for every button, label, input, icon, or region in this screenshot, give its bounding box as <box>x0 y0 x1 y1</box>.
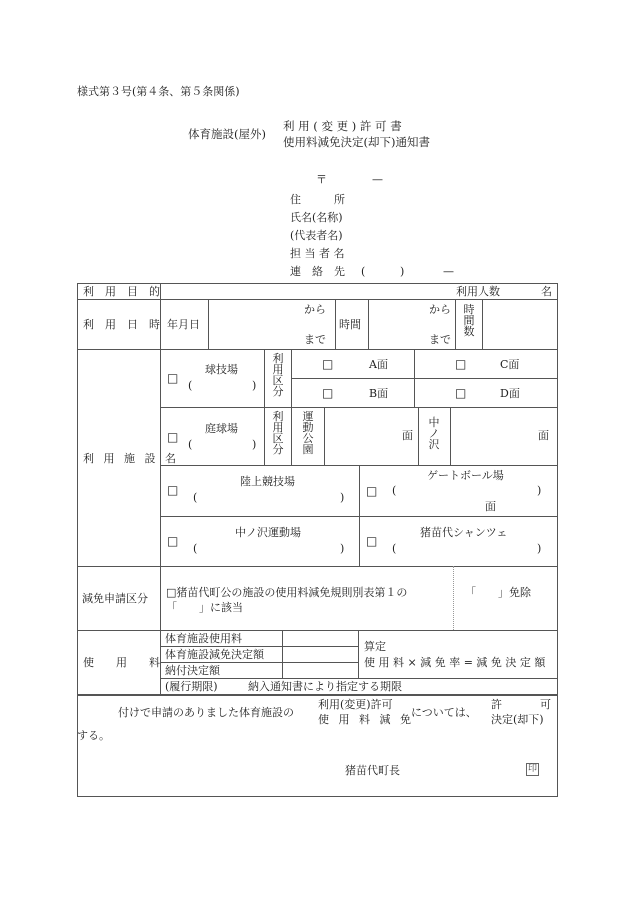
exemption-text-line2: 「 」に該当 <box>166 601 243 614</box>
address-label: 住 所 <box>290 193 345 206</box>
ball-field-division-label: 利用区分 <box>272 352 284 398</box>
fee-row-reduction: 体育施設減免決定額 <box>165 648 264 661</box>
fee-usage-input[interactable] <box>283 631 357 645</box>
gateball-unit: 面 <box>485 500 496 513</box>
court-b-checkbox[interactable]: □ <box>322 386 334 400</box>
athletics-name: 陸上競技場 <box>240 475 295 488</box>
deadline-label: (履行期限) <box>165 680 218 693</box>
notice-decision-permit-b: 可 <box>540 698 551 711</box>
fee-row-payment: 納付決定額 <box>165 664 220 677</box>
ball-field-paren-close: ) <box>252 379 257 392</box>
gateball-checkbox[interactable]: □ <box>366 484 378 498</box>
notice-end: する。 <box>77 729 110 742</box>
tennis-paren-close: ) <box>252 438 257 451</box>
nakanosawa-courts-input[interactable] <box>451 408 536 464</box>
form-number: 様式第３号(第４条、第５条関係) <box>77 85 240 98</box>
contact-paren-close: ) <box>400 265 405 278</box>
user-count-unit: 名 <box>541 285 552 298</box>
fee-row-usage: 体育施設使用料 <box>165 632 242 645</box>
date-from-label: から <box>304 303 326 316</box>
title-line2: 使用料減免決定(却下)通知書 <box>283 135 430 149</box>
user-count-label: 利用人数 <box>456 285 500 298</box>
tennis-checkbox[interactable]: □ <box>167 430 179 444</box>
court-d-label: D面 <box>500 387 520 400</box>
nakanosawa-ground-paren-close: ) <box>340 542 345 555</box>
park-unit: 面 <box>402 429 413 442</box>
notice-option-line2: 使 用 料 減 免 <box>318 713 414 726</box>
park-label: 運動公園 <box>302 410 314 456</box>
nakanosawa-ground-name: 中ノ沢運動場 <box>235 526 301 539</box>
exemption-label: 減免申請区分 <box>82 592 148 605</box>
schanze-paren-open: ( <box>392 542 397 555</box>
exemption-exempt-text: 「 」免除 <box>465 586 531 599</box>
tennis-name: 庭球場 <box>205 422 238 435</box>
date-input[interactable] <box>209 300 299 348</box>
calc-label: 算定 <box>364 640 386 653</box>
fee-payment-input[interactable] <box>283 663 357 677</box>
time-from-label: から <box>429 303 451 316</box>
postal-dash: — <box>372 173 383 186</box>
calc-formula: 使 用 料 × 減 免 率 = 減 免 決 定 額 <box>364 656 546 669</box>
schanze-checkbox[interactable]: □ <box>366 534 378 548</box>
notice-option-line1: 利用(変更)許可 <box>318 698 393 711</box>
court-a-label: A面 <box>369 358 388 371</box>
hours-label: 時間数 <box>463 303 475 338</box>
ball-field-name: 球技場 <box>205 363 238 376</box>
notice-lead: 付けで申請のありました体育施設の <box>118 706 294 719</box>
fee-label: 使 用 料 <box>83 656 160 669</box>
name-label: 氏名(名称) <box>290 211 343 224</box>
postal-mark: 〒 <box>316 173 327 186</box>
ball-field-paren-open: ( <box>188 379 193 392</box>
exemption-text-line1[interactable]: □猪苗代町公の施設の使用料減免規則別表第１の <box>166 586 408 599</box>
court-b-label: B面 <box>369 387 389 400</box>
notice-decision-permit-a: 許 <box>491 698 502 711</box>
date-until-label: まで <box>304 333 326 346</box>
deadline-text: 納入通知書により指定する期限 <box>248 680 402 693</box>
athletics-paren-close: ) <box>340 491 345 504</box>
user-count-input[interactable] <box>507 284 537 298</box>
athletics-paren-open: ( <box>193 491 198 504</box>
athletics-checkbox[interactable]: □ <box>167 483 179 497</box>
nakanosawa-tennis-label: 中ノ沢 <box>428 416 440 451</box>
time-until-label: まで <box>429 333 451 346</box>
contact-dash: — <box>443 265 454 278</box>
purpose-label: 利 用 目 的 <box>83 285 160 298</box>
time-input[interactable] <box>369 300 427 348</box>
title-line1: 利 用 ( 変 更 ) 許 可 書 <box>283 119 402 133</box>
court-a-checkbox[interactable]: □ <box>322 357 334 371</box>
tennis-division-label: 利用区分 <box>272 410 284 456</box>
person-in-charge-label: 担 当 者 名 <box>290 247 345 260</box>
time-label: 時間 <box>339 318 361 331</box>
park-courts-input[interactable] <box>325 408 400 464</box>
representative-label: (代表者名) <box>290 229 343 242</box>
tennis-paren-open: ( <box>188 438 193 451</box>
seal-icon: 印 <box>527 764 537 774</box>
ball-field-checkbox[interactable]: □ <box>167 371 179 385</box>
datetime-label: 利 用 日 時 <box>83 318 160 331</box>
purpose-input[interactable] <box>163 284 455 298</box>
court-c-checkbox[interactable]: □ <box>455 357 467 371</box>
contact-paren-open: ( <box>361 265 366 278</box>
hours-input[interactable] <box>483 300 556 348</box>
notice-decision-line2: 決定(却下) <box>491 713 544 726</box>
nakanosawa-ground-paren-open: ( <box>193 542 198 555</box>
nakanosawa-tennis-unit: 面 <box>538 429 549 442</box>
title-prefix: 体育施設(屋外) <box>188 127 266 141</box>
date-label: 年月日 <box>167 318 200 331</box>
nakanosawa-ground-checkbox[interactable]: □ <box>167 534 179 548</box>
facility-label: 利 用 施 設 名 <box>83 452 179 465</box>
court-d-checkbox[interactable]: □ <box>455 386 467 400</box>
gateball-name: ゲートボール場 <box>427 469 504 482</box>
schanze-paren-close: ) <box>537 542 542 555</box>
signer: 猪苗代町長 <box>345 764 400 777</box>
notice-middle: については、 <box>411 706 477 719</box>
fee-reduction-input[interactable] <box>283 647 357 661</box>
court-c-label: C面 <box>500 358 520 371</box>
contact-label: 連 絡 先 <box>290 265 345 278</box>
gateball-paren-open: ( <box>392 484 397 497</box>
schanze-name: 猪苗代シャンツェ <box>420 526 508 539</box>
gateball-paren-close: ) <box>537 484 542 497</box>
